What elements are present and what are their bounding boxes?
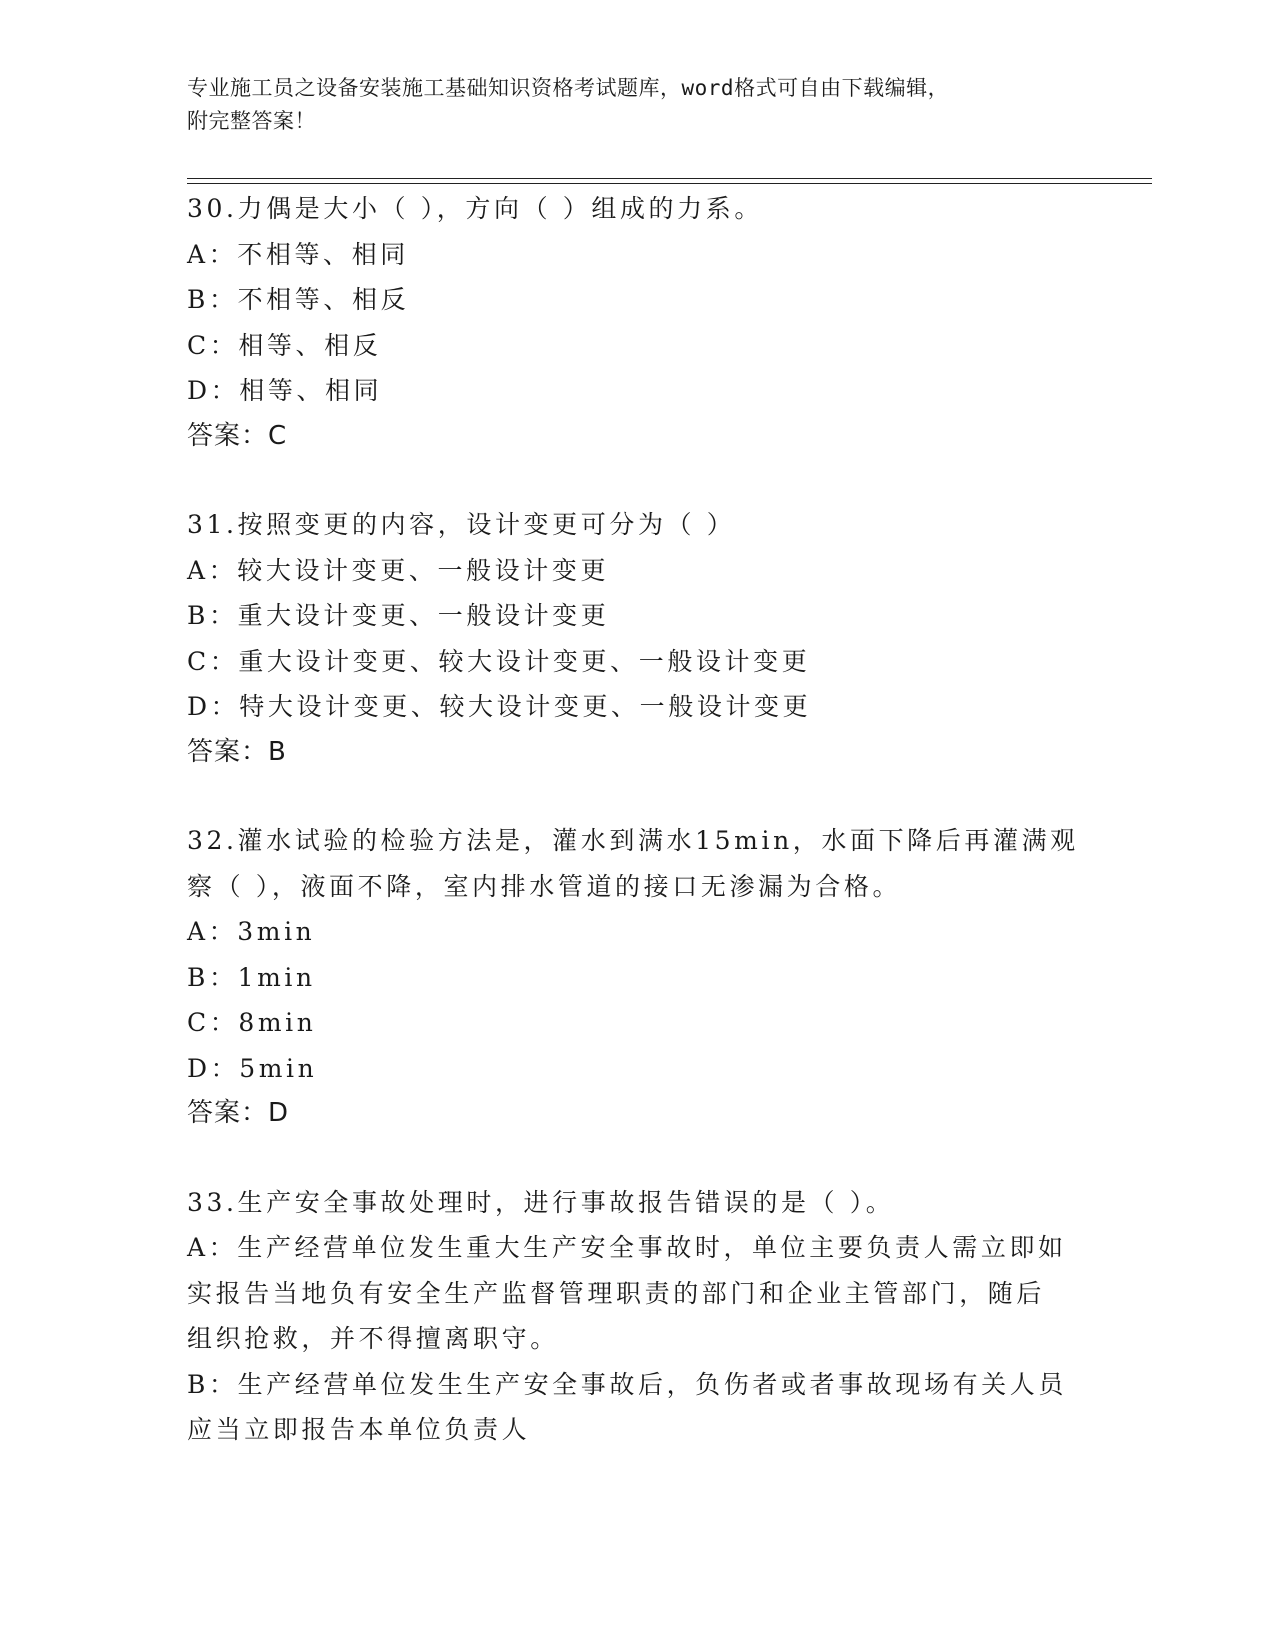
option-c: C：重大设计变更、较大设计变更、一般设计变更 bbox=[187, 646, 811, 676]
option-a-continued: 组织抢救，并不得擅离职守。 bbox=[187, 1324, 559, 1353]
option-a: A：生产经营单位发生重大生产安全事故时，单位主要负责人需立即如 bbox=[187, 1233, 1067, 1262]
option-a: A：3min bbox=[187, 917, 316, 946]
question-stem: 31.按照变更的内容，设计变更可分为（ ） bbox=[187, 510, 736, 539]
header-line-2: 附完整答案！ bbox=[187, 109, 316, 133]
option-c: C：8min bbox=[187, 1008, 317, 1037]
option-b: B：重大设计变更、一般设计变更 bbox=[187, 601, 610, 630]
document-page bbox=[187, 0, 1147, 1650]
question-stem: 33.生产安全事故处理时，进行事故报告错误的是（ ）。 bbox=[187, 1187, 895, 1217]
header-divider-bottom bbox=[187, 183, 1152, 184]
option-d: D：特大设计变更、较大设计变更、一般设计变更 bbox=[187, 692, 812, 721]
answer-line: 答案：B bbox=[187, 736, 287, 767]
option-b: B：不相等、相反 bbox=[187, 285, 410, 314]
option-d: D：5min bbox=[187, 1053, 318, 1083]
question-stem-continued: 察（ ），液面不降，室内排水管道的接口无渗漏为合格。 bbox=[187, 871, 902, 901]
option-b: B：生产经营单位发生生产安全事故后，负伤者或者事故现场有关人员 bbox=[187, 1369, 1067, 1399]
option-b: B：1min bbox=[187, 962, 316, 992]
question-list bbox=[187, 186, 1087, 1496]
option-a-continued: 实报告当地负有安全生产监督管理职责的部门和企业主管部门，随后 bbox=[187, 1278, 1046, 1308]
option-a: A：不相等、相同 bbox=[187, 239, 409, 269]
header-line-1: 专业施工员之设备安装施工基础知识资格考试题库，word格式可自由下载编辑， bbox=[187, 76, 950, 100]
question-stem: 32.灌水试验的检验方法是，灌水到满水15min，水面下降后再灌满观 bbox=[187, 826, 1079, 855]
question-30 bbox=[187, 186, 1087, 459]
answer-line: 答案：D bbox=[187, 1098, 290, 1128]
document-header bbox=[187, 72, 1087, 138]
option-d: D：相等、相同 bbox=[187, 376, 383, 405]
question-32 bbox=[187, 818, 1087, 1137]
header-divider-top bbox=[187, 178, 1152, 179]
option-a: A：较大设计变更、一般设计变更 bbox=[187, 555, 610, 585]
option-b-continued: 应当立即报告本单位负责人 bbox=[187, 1415, 531, 1444]
question-stem: 30.力偶是大小（ ），方向（ ）组成的力系。 bbox=[187, 194, 763, 223]
question-33 bbox=[187, 1180, 1087, 1453]
question-31 bbox=[187, 502, 1087, 775]
option-c: C：相等、相反 bbox=[187, 330, 382, 360]
answer-line: 答案：C bbox=[187, 420, 288, 451]
